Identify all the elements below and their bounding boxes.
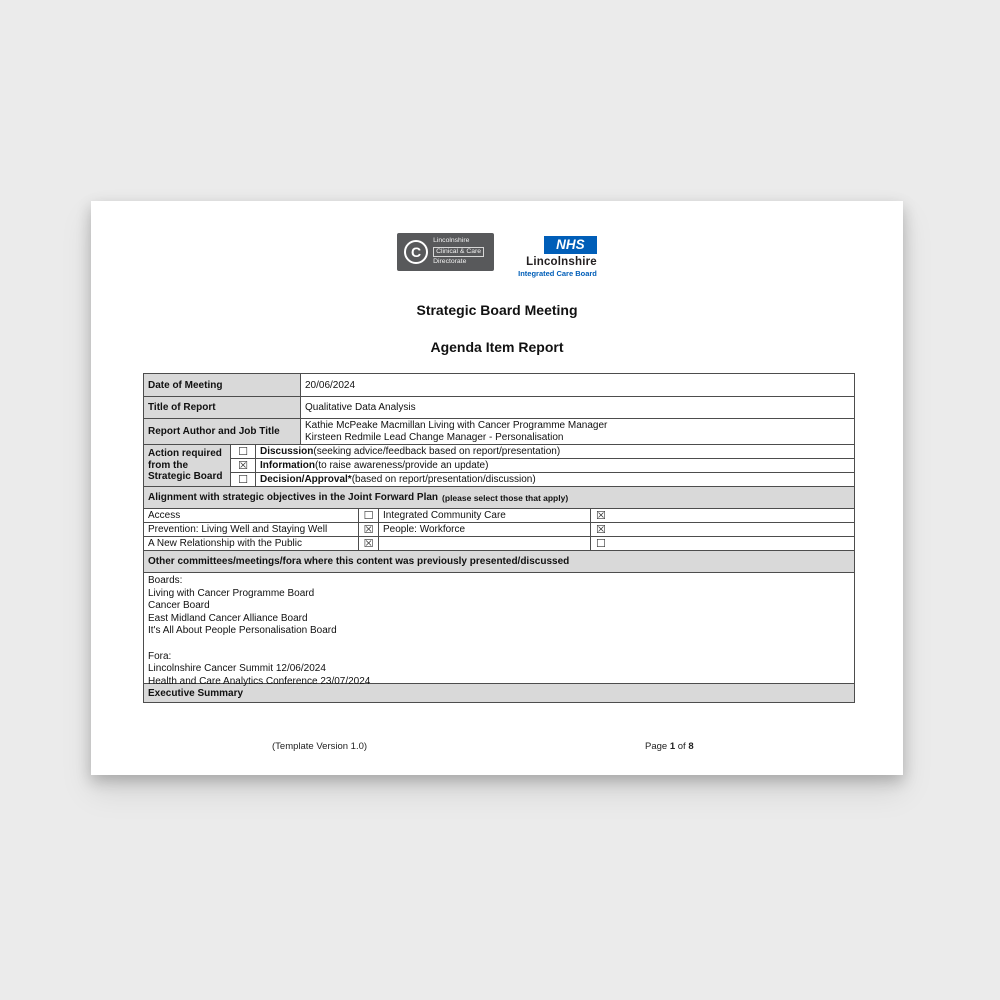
content-line: Fora: (148, 650, 172, 662)
checkbox-cell (358, 537, 379, 550)
row-action-required (144, 444, 854, 486)
checkbox-checked-icon: ☒ (363, 537, 374, 550)
section-header-committees (144, 550, 854, 572)
checkbox-cell (231, 445, 256, 458)
action-options (231, 445, 854, 486)
nhs-logo (518, 236, 597, 278)
option-text (256, 445, 854, 458)
checkbox-checked-icon: ☒ (238, 459, 248, 472)
checkbox-cell (358, 523, 379, 536)
checkbox-cell (591, 523, 854, 536)
nhs-org-name: Lincolnshire (526, 256, 597, 268)
option-text (256, 459, 854, 472)
option-desc: (based on report/presentation/discussion) (351, 474, 536, 485)
nhs-wordmark-icon (544, 236, 597, 254)
lccd-logo-text (433, 238, 484, 266)
footer-template-version: (Template Version 1.0) (272, 741, 368, 752)
page-subtitle: Agenda Item Report (430, 339, 564, 355)
objective-label (379, 537, 591, 550)
lccd-c-icon (404, 240, 428, 264)
checkbox-cell (231, 459, 256, 472)
checkbox-checked-icon: ☒ (363, 523, 374, 536)
checkbox-cell (358, 509, 379, 522)
page-total: 8 (688, 741, 694, 752)
alignment-row-1 (144, 508, 854, 522)
row-title-of-report (144, 396, 854, 418)
content-line: East Midland Cancer Alliance Board (148, 612, 308, 624)
checkbox-unchecked-icon: ☐ (238, 473, 248, 486)
row-date-of-meeting (144, 374, 854, 396)
nhs-letters: NHS (556, 237, 585, 253)
checkbox-unchecked-icon: ☐ (238, 445, 248, 458)
option-desc: (seeking advice/feedback based on report/presentation) (313, 446, 561, 457)
page-word: Page (645, 741, 670, 752)
page-of-word: of (675, 741, 689, 752)
header-note: (please select those that apply) (442, 492, 569, 503)
content-line: Health and Care Analytics Conference 23/07/2024 (148, 675, 371, 687)
objective-label: A New Relationship with the Public (148, 538, 302, 549)
action-option-decision (231, 472, 854, 486)
action-option-information (231, 458, 854, 472)
content-line: It's All About People Personalisation Board (148, 625, 337, 637)
lccd-line-2: Clinical & Care (433, 247, 484, 258)
page-title: Strategic Board Meeting (416, 302, 578, 318)
page-current: 1 (669, 741, 676, 752)
row-label: Report Author and Job Title (144, 419, 301, 444)
option-text (256, 473, 854, 486)
option-term: Information (260, 460, 315, 471)
option-term: Discussion (260, 446, 314, 457)
logo-row (91, 201, 903, 278)
row-label: Title of Report (144, 397, 301, 418)
nhs-sub-name: Integrated Care Board (518, 269, 597, 278)
row-report-author (144, 418, 854, 444)
author-line-1: Kathie McPeake Macmillan Living with Cancer Programme Manager (305, 420, 608, 431)
content-line: Lincolnshire Cancer Summit 12/06/2024 (148, 663, 326, 675)
option-desc: (to raise awareness/provide an update) (315, 460, 489, 471)
option-term: Decision/Approval* (260, 474, 352, 485)
objective-label: Access (148, 510, 181, 521)
content-line: Living with Cancer Programme Board (148, 587, 315, 599)
document-page (91, 201, 903, 775)
lccd-line-3: Directorate (433, 258, 467, 266)
action-option-discussion (231, 445, 854, 458)
objective-label: Prevention: Living Well and Staying Well (148, 524, 328, 535)
section-header-alignment (144, 486, 854, 508)
row-value (301, 419, 854, 444)
checkbox-cell (591, 537, 854, 550)
lccd-line-1: Lincolnshire (433, 236, 470, 244)
objective-label: People: Workforce (379, 523, 591, 536)
author-line-2: Kirsteen Redmile Lead Change Manager - Personalisation (305, 431, 564, 443)
checkbox-unchecked-icon: ☐ (596, 537, 606, 550)
footer-page-number (645, 741, 694, 752)
row-value: 20/06/2024 (305, 379, 356, 391)
content-line: Cancer Board (148, 600, 210, 612)
checkbox-cell (591, 509, 854, 522)
content-line-blank (148, 638, 850, 651)
objective-label: Integrated Community Care (379, 509, 591, 522)
agenda-item-table (143, 373, 855, 703)
lccd-c-letter: C (411, 244, 422, 260)
row-label: Date of Meeting (144, 374, 301, 396)
checkbox-checked-icon: ☒ (596, 509, 606, 522)
checkbox-unchecked-icon: ☐ (363, 509, 374, 522)
alignment-row-2 (144, 522, 854, 536)
checkbox-checked-icon: ☒ (596, 523, 606, 536)
row-label: Action required from the Strategic Board (144, 445, 231, 486)
committees-content (144, 572, 854, 687)
row-value: Qualitative Data Analysis (305, 402, 416, 413)
header-text: Other committees/meetings/fora where this content was previously presented/discussed (148, 556, 570, 567)
content-line: Boards: (148, 575, 183, 586)
lccd-directorate-logo (397, 233, 494, 271)
alignment-row-3 (144, 536, 854, 550)
header-text: Alignment with strategic objectives in the Joint Forward Plan (148, 492, 439, 503)
header-text: Executive Summary (148, 687, 244, 699)
checkbox-cell (231, 473, 256, 486)
